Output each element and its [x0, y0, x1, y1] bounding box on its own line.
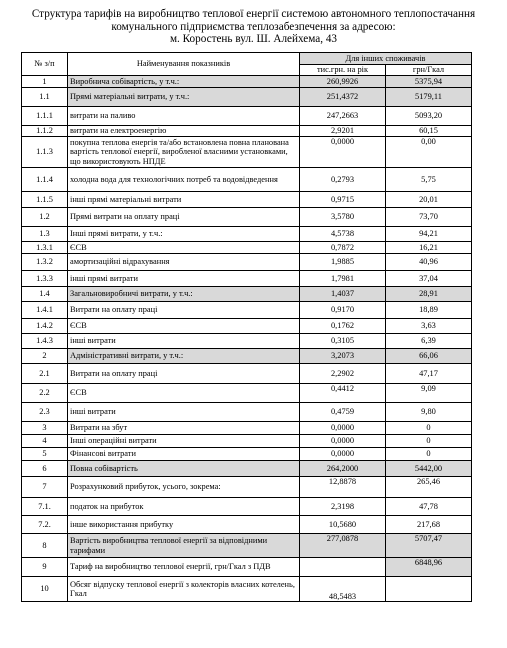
table-row — [22, 577, 472, 602]
row-name: Тариф на виробництво теплової енергії, грн/Гкал з ПДВ — [68, 558, 300, 577]
row-num: 1.1.2 — [22, 126, 68, 137]
row-value-a: 277,0878 — [300, 534, 386, 558]
row-value-b: 5179,11 — [386, 88, 472, 107]
row-name: Виробнича собівартість, у т.ч.: — [68, 76, 300, 88]
table-row — [22, 208, 472, 227]
row-value-a: 2,3198 — [300, 498, 386, 516]
table-row — [22, 477, 472, 498]
row-value-a: 3,5780 — [300, 208, 386, 227]
row-name: Інші прямі витрати, у т.ч.: — [68, 227, 300, 242]
row-value-b: 18,89 — [386, 302, 472, 319]
row-value-a: 48,5483 — [300, 577, 386, 602]
table-row — [22, 558, 472, 577]
row-value-b: 28,91 — [386, 287, 472, 302]
row-value-a: 4,5738 — [300, 227, 386, 242]
table-row — [22, 534, 472, 558]
table-row — [22, 334, 472, 349]
row-name: Витрати на збут — [68, 422, 300, 435]
row-name: інші витрати — [68, 334, 300, 349]
row-value-b: 0 — [386, 448, 472, 461]
row-name: Розрахунковий прибуток, усього, зокрема: — [68, 477, 300, 498]
row-value-a: 0,4412 — [300, 384, 386, 403]
row-value-b: 47,78 — [386, 498, 472, 516]
table-row — [22, 498, 472, 516]
row-value-b: 47,17 — [386, 364, 472, 384]
row-num: 1.4 — [22, 287, 68, 302]
row-value-a: 1,7981 — [300, 271, 386, 287]
row-value-b: 40,96 — [386, 254, 472, 271]
row-num: 8 — [22, 534, 68, 558]
table-row — [22, 403, 472, 422]
tariff-structure-table — [21, 52, 472, 602]
row-name: Витрати на оплату праці — [68, 302, 300, 319]
row-value-a: 0,3105 — [300, 334, 386, 349]
row-value-a: 2,9201 — [300, 126, 386, 137]
row-name: Обсяг відпуску теплової енергії з колекторів власних котелень, Гкал — [68, 577, 300, 602]
row-num: 1.1 — [22, 88, 68, 107]
row-num: 2.1 — [22, 364, 68, 384]
row-name: інше використання прибутку — [68, 516, 300, 534]
row-name: Інші операційні витрати — [68, 435, 300, 448]
row-value-b: 5,75 — [386, 168, 472, 192]
row-value-b: 66,06 — [386, 349, 472, 364]
table-row — [22, 422, 472, 435]
table-row — [22, 227, 472, 242]
row-name: ЄСВ — [68, 319, 300, 334]
header-name: Найменування показників — [68, 53, 300, 76]
row-value-b: 0 — [386, 435, 472, 448]
table-row — [22, 88, 472, 107]
row-num: 1.3.3 — [22, 271, 68, 287]
row-name: витрати на паливо — [68, 107, 300, 126]
title-line-1: Структура тарифів на виробництво теплової енергії системою автономного теплопостачання — [31, 8, 476, 20]
table-row — [22, 364, 472, 384]
row-num: 4 — [22, 435, 68, 448]
row-value-b: 94,21 — [386, 227, 472, 242]
table-row — [22, 349, 472, 364]
row-num: 9 — [22, 558, 68, 577]
row-value-a: 1,9885 — [300, 254, 386, 271]
row-value-b: 16,21 — [386, 242, 472, 254]
header-num: № з/п — [22, 53, 68, 76]
table-row — [22, 319, 472, 334]
row-value-a: 260,9926 — [300, 76, 386, 88]
row-value-a: 1,4037 — [300, 287, 386, 302]
row-name: холодна вода для технологічних потреб та водовідведення — [68, 168, 300, 192]
row-num: 3 — [22, 422, 68, 435]
row-value-b: 217,68 — [386, 516, 472, 534]
row-value-a: 0,0000 — [300, 422, 386, 435]
table-row — [22, 242, 472, 254]
row-name: Вартість виробництва теплової енергії за відповідними тарифами — [68, 534, 300, 558]
row-num: 1.4.3 — [22, 334, 68, 349]
row-num: 1.3 — [22, 227, 68, 242]
row-value-a: 0,7872 — [300, 242, 386, 254]
row-value-a: 0,1762 — [300, 319, 386, 334]
table-row — [22, 254, 472, 271]
row-value-a: 0,2793 — [300, 168, 386, 192]
title-line-2: комунального підприємства теплозабезпечення за адресою: — [111, 20, 396, 33]
table-row — [22, 107, 472, 126]
table-row — [22, 384, 472, 403]
row-value-a: 10,5680 — [300, 516, 386, 534]
row-num: 1.1.5 — [22, 192, 68, 208]
table-row — [22, 126, 472, 137]
row-value-b: 3,63 — [386, 319, 472, 334]
row-num: 1.4.1 — [22, 302, 68, 319]
row-num: 1.3.2 — [22, 254, 68, 271]
row-value-b: 6,39 — [386, 334, 472, 349]
row-value-b: 20,01 — [386, 192, 472, 208]
row-value-b: 37,04 — [386, 271, 472, 287]
row-value-a: 0,0000 — [300, 448, 386, 461]
table-row — [22, 271, 472, 287]
row-num: 1.1.3 — [22, 137, 68, 168]
header-col-b: грн/Гкал — [386, 65, 472, 76]
row-name: ЄСВ — [68, 242, 300, 254]
row-name: Прямі матеріальні витрати, у т.ч.: — [68, 88, 300, 107]
row-name: амортизаційні відрахування — [68, 254, 300, 271]
row-num: 1.3.1 — [22, 242, 68, 254]
row-num: 5 — [22, 448, 68, 461]
row-name: інші прямі матеріальні витрати — [68, 192, 300, 208]
row-value-b — [386, 577, 472, 602]
row-value-b: 9,09 — [386, 384, 472, 403]
row-value-a: 12,8878 — [300, 477, 386, 498]
row-value-b: 5375,94 — [386, 76, 472, 88]
table-header-row-1 — [22, 53, 472, 65]
table-row — [22, 461, 472, 477]
row-name: Прямі витрати на оплату праці — [68, 208, 300, 227]
table-row — [22, 287, 472, 302]
row-value-a: 264,2000 — [300, 461, 386, 477]
table-row — [22, 448, 472, 461]
header-group: Для інших споживачів — [300, 53, 472, 65]
row-value-a: 0,9715 — [300, 192, 386, 208]
row-value-a: 247,2663 — [300, 107, 386, 126]
row-name: податок на прибуток — [68, 498, 300, 516]
row-num: 1 — [22, 76, 68, 88]
row-name: інші прямі витрати — [68, 271, 300, 287]
row-name: витрати на електроенергію — [68, 126, 300, 137]
row-num: 2.3 — [22, 403, 68, 422]
row-num: 7.1. — [22, 498, 68, 516]
row-num: 10 — [22, 577, 68, 602]
title-line-3: м. Коростень вул. Ш. Алейхема, 43 — [169, 33, 338, 46]
row-name: Адміністративні витрати, у т.ч.: — [68, 349, 300, 364]
row-value-a: 0,0000 — [300, 137, 386, 168]
row-value-b: 9,80 — [386, 403, 472, 422]
row-num: 2.2 — [22, 384, 68, 403]
row-value-a: 0,0000 — [300, 435, 386, 448]
row-name: покупна теплова енергія та/або встановлена повна планована вартість теплової енергії, виробленої власними установками, що використовують НПДЕ — [68, 137, 300, 168]
row-value-b: 5093,20 — [386, 107, 472, 126]
row-name: інші витрати — [68, 403, 300, 422]
row-value-a: 0,4759 — [300, 403, 386, 422]
row-name: ЄСВ — [68, 384, 300, 403]
row-value-a — [300, 558, 386, 577]
row-value-a: 251,4372 — [300, 88, 386, 107]
table-row — [22, 192, 472, 208]
row-name: Витрати на оплату праці — [68, 364, 300, 384]
row-name: Фінансові витрати — [68, 448, 300, 461]
row-name: Повна собівартість — [68, 461, 300, 477]
table-row — [22, 516, 472, 534]
row-value-a: 3,2073 — [300, 349, 386, 364]
document-title — [0, 8, 507, 46]
row-value-b: 6848,96 — [386, 558, 472, 577]
row-value-a: 0,9170 — [300, 302, 386, 319]
row-num: 2 — [22, 349, 68, 364]
row-value-a: 2,2902 — [300, 364, 386, 384]
row-value-b: 5707,47 — [386, 534, 472, 558]
table-row — [22, 168, 472, 192]
row-num: 1.1.4 — [22, 168, 68, 192]
row-value-b: 60,15 — [386, 126, 472, 137]
table-row — [22, 76, 472, 88]
table-row — [22, 137, 472, 168]
row-num: 1.4.2 — [22, 319, 68, 334]
row-num: 7 — [22, 477, 68, 498]
header-col-a: тис.грн. на рік — [300, 65, 386, 76]
row-value-b: 0 — [386, 422, 472, 435]
table-row — [22, 302, 472, 319]
row-value-b: 5442,00 — [386, 461, 472, 477]
table-row — [22, 435, 472, 448]
row-num: 1.2 — [22, 208, 68, 227]
row-num: 7.2. — [22, 516, 68, 534]
row-value-b: 0,00 — [386, 137, 472, 168]
row-name: Загальновиробничі витрати, у т.ч.: — [68, 287, 300, 302]
row-value-b: 73,70 — [386, 208, 472, 227]
row-num: 6 — [22, 461, 68, 477]
row-value-b: 265,46 — [386, 477, 472, 498]
row-num: 1.1.1 — [22, 107, 68, 126]
